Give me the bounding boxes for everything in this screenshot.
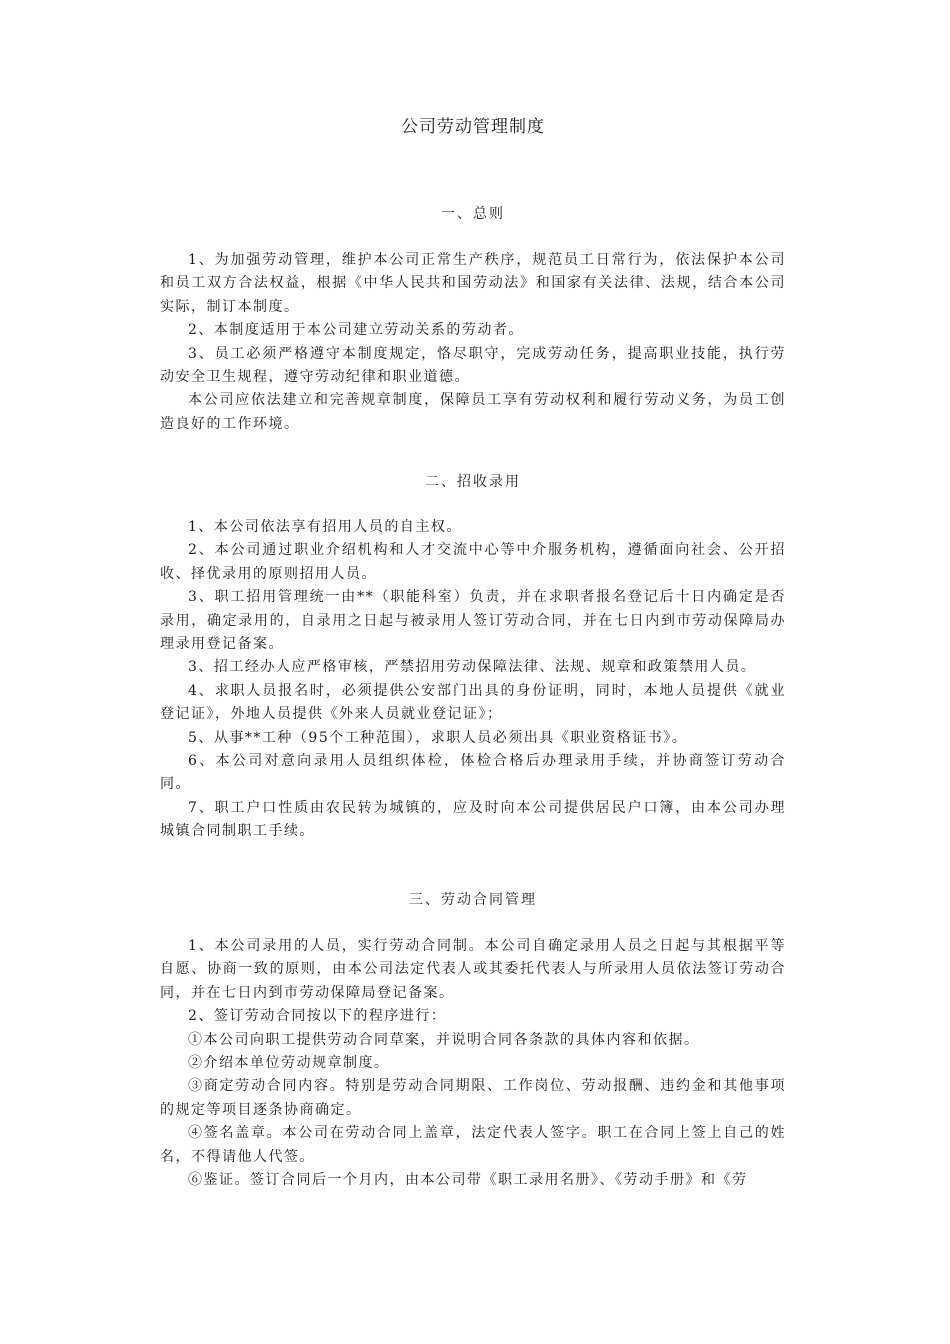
paragraph: 本公司应依法建立和完善规章制度，保障员工享有劳动权利和履行劳动义务，为员工创造良好的工作环境。	[160, 392, 786, 432]
paragraph: 2、本公司通过职业介绍机构和人才交流中心等中介服务机构，遵循面向社会、公开招收、择优录用的原则招用人员。	[160, 542, 786, 582]
paragraph: 2、本制度适用于本公司建立劳动关系的劳动者。	[188, 322, 524, 339]
paragraph: 3、招工经办人应严格审核，严禁招用劳动保障法律、法规、规章和政策禁用人员。	[188, 659, 757, 676]
paragraph: ④签名盖章。本公司在劳动合同上盖章，法定代表人签字。职工在合同上签上自己的姓名，不得请他人代签。	[160, 1125, 786, 1165]
paragraph: 3、员工必须严格遵守本制度规定，恪尽职守，完成劳动任务，提高职业技能，执行劳动安全卫生规程，遵守劳动纪律和职业道德。	[160, 345, 786, 386]
paragraph: ①本公司向职工提供劳动合同草案，并说明合同各条款的具体内容和依据。	[188, 1031, 700, 1048]
paragraph: 1、为加强劳动管理，维护本公司正常生产秩序，规范员工日常行为，依法保护本公司和员工双方合法权益，根据《中华人民共和国劳动法》和国家有关法律、法规，结合本公司实际，制订本制度。	[160, 252, 786, 315]
paragraph: 5、从事**工种（95个工种范围），求职人员必须出具《职业资格证书》。	[188, 729, 688, 746]
section-body-general	[160, 249, 786, 436]
paragraph: 1、本公司录用的人员，实行劳动合同制。本公司自确定录用人员之日起与其根据平等自愿、协商一致的原则，由本公司法定代表人或其委托代表人与所录用人员依法签订劳动合同，并在七日内到市劳动保障局登记备案。	[160, 938, 786, 1001]
section-heading-recruitment: 二、招收录用	[425, 474, 521, 490]
section-body-labor-contract	[160, 935, 786, 1192]
paragraph: ⑥鉴证。签订合同后一个月内，由本公司带《职工录用名册》、《劳动手册》和《劳	[188, 1172, 748, 1189]
section-heading-general: 一、总则	[441, 206, 505, 222]
paragraph: 3、职工招用管理统一由**（职能科室）负责，并在求职者报名登记后十日内确定是否录用，确定录用的，自录用之日起与被录用人签订劳动合同，并在七日内到市劳动保障局办理录用登记备案。	[160, 589, 786, 653]
paragraph: ③商定劳动合同内容。特别是劳动合同期限、工作岗位、劳动报酬、违约金和其他事项的规定等项目逐条协商确定。	[160, 1078, 786, 1118]
paragraph: 1、本公司依法享有招用人员的自主权。	[188, 519, 462, 535]
paragraph: 2、签订劳动合同按以下的程序进行：	[188, 1008, 447, 1025]
paragraph: 7、职工户口性质由农民转为城镇的，应及时向本公司提供居民户口簿，由本公司办理城镇合同制职工手续。	[160, 799, 786, 840]
section-body-recruitment	[160, 516, 786, 844]
paragraph: ②介绍本单位劳动规章制度。	[188, 1055, 390, 1072]
document-title: 公司劳动管理制度	[401, 117, 545, 137]
section-heading-labor-contract: 三、劳动合同管理	[409, 892, 537, 908]
paragraph: 6、本公司对意向录用人员组织体检，体检合格后办理录用手续，并协商签订劳动合同。	[160, 753, 786, 793]
paragraph: 4、求职人员报名时，必须提供公安部门出具的身份证明，同时，本地人员提供《就业登记证》，外地人员提供《外来人员就业登记证》；	[160, 682, 786, 723]
